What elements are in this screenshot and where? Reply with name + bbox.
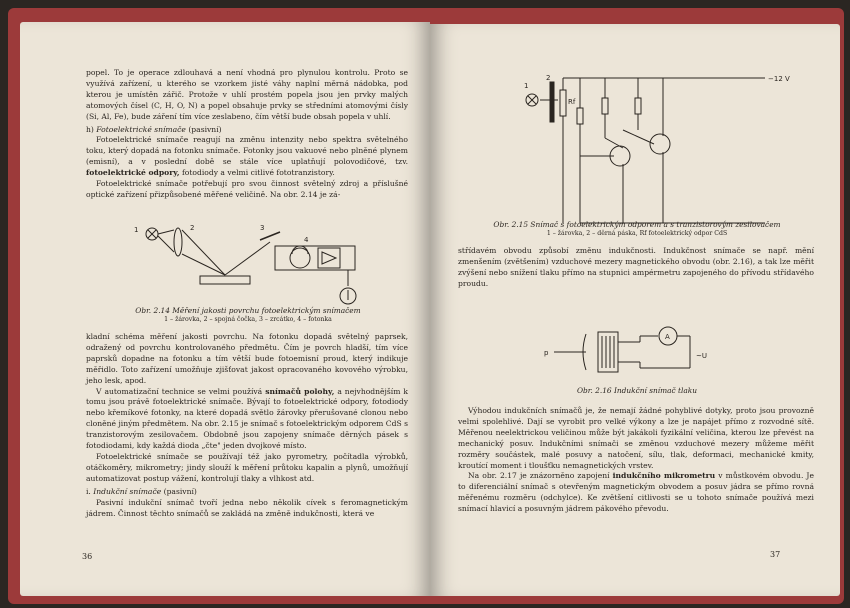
fig-label-1: 1: [134, 226, 139, 234]
lens-icon: [174, 228, 182, 256]
figure-2-15: [520, 68, 790, 218]
photoresistor-rf: [560, 90, 566, 116]
sample-surface: [200, 276, 250, 284]
figure-2-14-caption: Obr. 2.14 Měření jakosti povrchu fotoelektrickým snímačem 1 – žárovka, 2 – spojná čočka, 3 – zrcátko, 4 – fotonka: [135, 306, 361, 323]
fig-label-3: 3: [260, 224, 265, 232]
left-page: [20, 22, 430, 596]
voltage-label: ~U: [696, 352, 707, 360]
right-text-bottom: [458, 406, 814, 515]
pressure-label: p: [544, 349, 549, 357]
paragraph: Výhodou indukčních snímačů je, že nemají žádné pohyblivé dotyky, proto jsou provozně velmi spolehlivé. Dají se vyrobit pro velké výkony a lze je napájet přímo z rozvodné sítě. Měřenou neelektrickou veličinou může být jakákoli fyzikální veličina, kterou lze převést na mechanický posuv. Indukčními snímači se změnou vzduchové mezery můžeme měřit rozměry součástek, malé posuvy a natočení, sílu, tlak, deformaci, mechanické kmity, kroutící moment i tloušťku nemagnetických vrstev.: [458, 406, 814, 470]
figure-2-16: [540, 322, 720, 384]
right-page: [430, 24, 840, 596]
supply-label: −12 V: [768, 75, 790, 83]
left-text-top: [86, 68, 408, 201]
paragraph: Fotoelektrické snímače se používají též jako pyrometry, počítadla výrobků, otáčkoměry, mikrometry; jindy slouží k měření průtoku kapalin a plynů, umožňují automatizovat postup vážení, kontrolují tlaky a vlhkost atd.: [86, 451, 408, 483]
core: [598, 332, 618, 372]
section-heading-h: h) Fotoelektrické snímače (pasivní): [86, 124, 222, 134]
paragraph: popel. To je operace zdlouhavá a není vhodná pro plynulou kontrolu. Proto se využívá zařízení, u kterého se vzorkem jisté váhy naplní měrná nádobka, pod kterou je umístěn zářič. Protože v uhlí prostém popela jsou jen prvky malých atomových čísel (C, H, O, N) a popel obsahuje prvky se středními atomovými čísly (Si, Al, Fe), bude záření tím více zeslabeno, čím větší bude obsah popela v uhlí.: [86, 68, 408, 121]
figure-2-15-caption: Obr. 2.15 Snímač s fotoelektrickým odporem a s tranzistorovým zesilovačem 1 – žárovka, 2 – děrná páska, Rf fotoelektrický odpor CdS: [493, 220, 781, 237]
paragraph: V automatizační technice se velmi používá snímačů polohy, a nejvhodnějším k tomu jsou právě fotoelektrické snímače. Bývají to fotoelektrické odpory, fotodiody nebo křemíkové fotonky, na které dopadá světlo žárovky přerušované clonou nebo cloněné jiným předmětem. Na obr. 2.15 je snímač s fotoelektrickým odporem CdS s tranzistorovým zesilovačem. Obdobně jsou zapojeny snímače děrných pásek s fotodiodami, kdy každá dioda „čte" jeden dvojkové místo.: [86, 386, 408, 451]
fig-label-1: 1: [524, 82, 529, 90]
fig-label-4: 4: [304, 236, 309, 244]
fig-label-2: 2: [546, 74, 551, 82]
paragraph: Na obr. 2.17 je znázorněno zapojení indukčního mikrometru v můstkovém obvodu. Je to diferenciální snímač s otevřeným magnetickým obvodem a posuv jádra se přímo rovná měřenému rozměru (odchylce). Ke zvětšení citlivosti se u tohoto snímače používá mezi snímací hlavicí a posuvným jádrem pákového převodu.: [458, 471, 814, 514]
paragraph: kladní schéma měření jakosti povrchu. Na fotonku dopadá světelný paprsek, odražený od povrchu kontrolovaného předmětu. Čím je povrch hladší, tím více paprsků dopadne na fotonku a tím větší bude fotoemisní proud, který indikuje měřidlo. Toto zařízení umožňuje zjišťovat jakost opracovaného kovového výrobku, jeho lesk, apod.: [86, 332, 408, 385]
page-number: 36: [82, 552, 93, 561]
figure-2-14: [130, 220, 370, 314]
paragraph: Fotoelektrické snímače reagují na změnu intenzity nebo spektra světelného toku, který dopadá na fotonku snímače. Fotonky jsou vakuové nebo plněné plynem (emisní), a v poslední době se stále více uplatňují polovodičové, tzv. fotoelektrické odpory, fotodiody a velmi citlivé fototranzistory.: [86, 135, 408, 178]
fig-label-2: 2: [190, 224, 195, 232]
rf-label: Rf: [568, 98, 576, 106]
paragraph: Fotoelektrické snímače potřebují pro svou činnost světelný zdroj a příslušné optické zařízení přizpůsobené měřené veličině. Na obr. 2.14 je zá-: [86, 179, 408, 199]
right-text-top: [458, 246, 814, 290]
page-number: 37: [770, 550, 781, 559]
left-text-bottom: [86, 332, 408, 519]
mirror-icon: [260, 232, 280, 240]
figure-2-16-caption: Obr. 2.16 Indukční snímač tlaku: [576, 386, 698, 395]
paragraph: Pasivní indukční snímač tvoří jedna nebo několik cívek s feromagnetickým jádrem. Činnost těchto snímačů se zakládá na změně indukčnosti, která ve: [86, 497, 408, 518]
paragraph: střídavém obvodu způsobí změnu indukčnosti. Indukčnost snímače se např. mění zmenšením (zvětšením) vzduchové mezery magnetického obvodu (obr. 2.16), a tak lze měřit zvýšení nebo snížení tlaku přímo na stupnici ampérmetru zapojeného do přívodu střídavého proudu.: [458, 246, 814, 288]
punched-tape: [550, 82, 554, 122]
section-heading-i: i. Indukční snímače (pasivní): [86, 486, 197, 496]
ammeter-label: A: [665, 333, 670, 341]
